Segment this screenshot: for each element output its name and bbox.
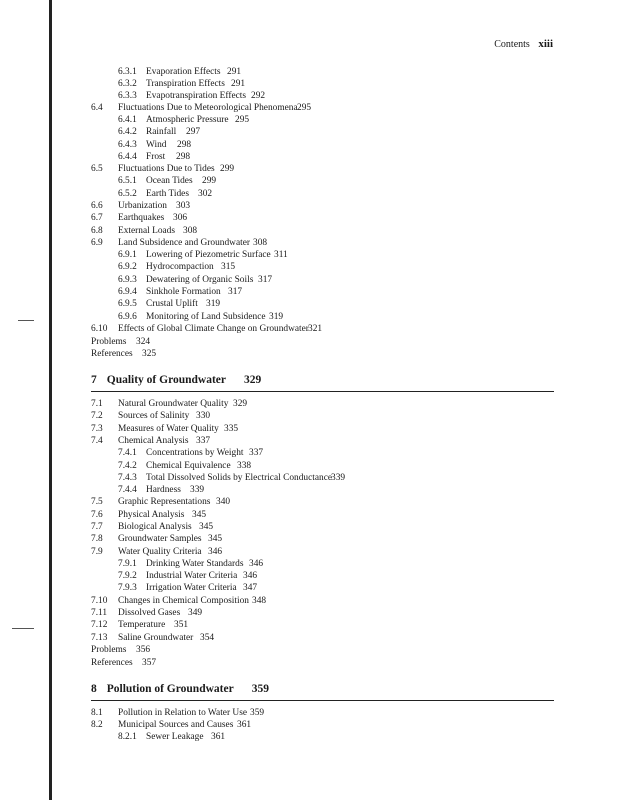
toc-entry-title: Atmospheric Pressure <box>146 115 229 125</box>
toc-entry-number: 7.4 <box>91 436 103 446</box>
toc-entry-page: 321 <box>308 324 323 334</box>
toc-entry-number: 7.4.2 <box>118 461 137 471</box>
toc-entry-title: Irrigation Water Criteria <box>146 583 237 593</box>
toc-entry-number: 7.4.4 <box>118 485 137 495</box>
toc-entry-number: 6.4.4 <box>118 152 137 162</box>
toc-entry-page: 356 <box>136 645 151 655</box>
chapter-page: 329 <box>244 374 262 386</box>
toc-entry-number: 6.3.1 <box>118 67 137 77</box>
toc-entry-page: 317 <box>258 275 273 285</box>
toc-entry-title: Water Quality Criteria <box>118 547 202 557</box>
toc-entry-page: 295 <box>235 115 250 125</box>
toc-entry-title: Total Dissolved Solids by Electrical Conductance <box>146 473 333 483</box>
toc-entry-title: Dissolved Gases <box>118 608 181 618</box>
toc-entry-page: 306 <box>173 213 188 223</box>
toc-entry-title: Urbanization <box>118 201 167 211</box>
toc-entry-page: 359 <box>250 708 265 718</box>
toc-entry-page: 348 <box>252 596 267 606</box>
toc-entry-number: 7.4.3 <box>118 473 137 483</box>
toc-entry-page: 295 <box>297 103 312 113</box>
toc-entry-number: 7.4.1 <box>118 448 137 458</box>
toc-entry-title: Sinkhole Formation <box>146 287 221 297</box>
toc-entry-page: 361 <box>237 720 252 730</box>
toc-entry-number: 6.9.1 <box>118 250 137 260</box>
toc-entry-number: 6.5.1 <box>118 176 137 186</box>
toc-entry-number: 7.9.3 <box>118 583 137 593</box>
toc-entry-number: 6.4 <box>91 103 103 113</box>
toc-entry-page: 325 <box>142 349 157 359</box>
toc-entry-title: Evapotranspiration Effects <box>146 91 247 101</box>
toc-entry-number: 6.4.1 <box>118 115 137 125</box>
toc-entry-title: Saline Groundwater <box>118 633 194 643</box>
toc-entry-page: 345 <box>208 534 223 544</box>
running-header <box>494 38 553 50</box>
toc-entry-title: Ocean Tides <box>146 176 193 186</box>
chapter-heading <box>91 374 554 386</box>
toc-entry-title: Temperature <box>118 620 166 630</box>
scan-artifact <box>12 628 34 629</box>
toc-entry-page: 346 <box>243 571 258 581</box>
toc-entry-page: 337 <box>196 436 211 446</box>
toc-entry-title: Measures of Water Quality <box>118 424 219 434</box>
toc-entry-title: Land Subsidence and Groundwater <box>118 238 250 248</box>
toc-entry-title: Problems <box>91 645 127 655</box>
toc-entry-page: 349 <box>188 608 203 618</box>
toc-entry-title: Drinking Water Standards <box>146 559 244 569</box>
toc-entry-title: Crustal Uplift <box>146 299 198 309</box>
toc-entry-page: 299 <box>220 164 235 174</box>
toc-entry-number: 8.2.1 <box>118 732 137 742</box>
toc-entry-page: 339 <box>331 473 346 483</box>
toc-entry-number: 6.9.5 <box>118 299 137 309</box>
header-label: Contents <box>494 39 530 50</box>
header-page-number: xiii <box>538 38 553 50</box>
toc-entry-title: Lowering of Piezometric Surface <box>146 250 271 260</box>
toc-entry-number: 7.5 <box>91 497 103 507</box>
toc-entry-page: 317 <box>228 287 243 297</box>
toc-entry-title: Industrial Water Criteria <box>146 571 238 581</box>
page-binding-edge <box>49 0 52 800</box>
toc-entry-number: 6.10 <box>91 324 108 334</box>
toc-entry-page: 311 <box>274 250 288 260</box>
toc-entry-title: Frost <box>146 152 166 162</box>
toc-entry-page: 308 <box>183 226 198 236</box>
toc-entry-number: 6.5.2 <box>118 189 137 199</box>
toc-entry-number: 6.3.2 <box>118 79 137 89</box>
toc-entry-number: 7.2 <box>91 411 103 421</box>
toc-entry-number: 7.13 <box>91 633 108 643</box>
toc-entry-title: Physical Analysis <box>118 510 185 520</box>
toc-entry-title: Earthquakes <box>118 213 165 223</box>
toc-entry-page: 338 <box>237 461 252 471</box>
toc-entry-title: Sources of Salinity <box>118 411 190 421</box>
toc-entry-title: Problems <box>91 337 127 347</box>
toc-entry-page: 351 <box>174 620 189 630</box>
toc-entry-number: 7.10 <box>91 596 108 606</box>
toc-entry-title: Earth Tides <box>146 189 189 199</box>
toc-entry-page: 330 <box>196 411 211 421</box>
toc-entry-title: References <box>91 658 133 668</box>
toc-entry-page: 297 <box>186 127 201 137</box>
toc-entry-number: 7.7 <box>91 522 103 532</box>
toc-entry-title: Fluctuations Due to Tides <box>118 164 215 174</box>
toc-entry-title: Chemical Analysis <box>118 436 189 446</box>
toc-entry-title: Pollution in Relation to Water Use <box>118 708 248 718</box>
toc-entry-page: 324 <box>136 337 151 347</box>
toc-entry-title: Fluctuations Due to Meteorological Phenomena <box>118 103 298 113</box>
toc-entry-page: 339 <box>190 485 205 495</box>
toc-entry-page: 299 <box>202 176 217 186</box>
toc-entry-title: Graphic Representations <box>118 497 211 507</box>
toc-entry-number: 6.7 <box>91 213 103 223</box>
toc-entry-title: Changes in Chemical Composition <box>118 596 249 606</box>
toc-entry-title: External Loads <box>118 226 176 236</box>
toc-entry-page: 291 <box>231 79 246 89</box>
toc-entry-page: 357 <box>142 658 157 668</box>
toc-entry-page: 340 <box>216 497 231 507</box>
toc-entry-title: Municipal Sources and Causes <box>118 720 234 730</box>
toc-entry-number: 6.9.6 <box>118 312 137 322</box>
toc-entry-page: 298 <box>177 140 192 150</box>
toc-entry-number: 6.3.3 <box>118 91 137 101</box>
toc-entry-title: Concentrations by Weight <box>146 448 244 458</box>
toc-entry-page: 315 <box>221 262 236 272</box>
toc-entry-title: Effects of Global Climate Change on Groundwater <box>118 324 309 334</box>
toc-entry-number: 6.8 <box>91 226 103 236</box>
toc-entry-number: 7.8 <box>91 534 103 544</box>
toc-entry-title: Biological Analysis <box>118 522 192 532</box>
toc-entry-number: 8.2 <box>91 720 103 730</box>
chapter-rule <box>91 391 554 392</box>
chapter-title: Quality of Groundwater <box>106 374 227 386</box>
toc-entry-page: 308 <box>253 238 268 248</box>
toc-entry-number: 7.11 <box>91 608 108 618</box>
toc-entry-page: 347 <box>243 583 258 593</box>
toc-entry-number: 6.9 <box>91 238 103 248</box>
toc-entry-number: 6.9.2 <box>118 262 137 272</box>
toc-entry-page: 346 <box>249 559 264 569</box>
toc-entry-page: 319 <box>206 299 221 309</box>
scan-artifact <box>18 320 34 321</box>
toc-entry-title: Monitoring of Land Subsidence <box>146 312 266 322</box>
toc-entry-number: 7.1 <box>91 399 103 409</box>
toc-entry-number: 8.1 <box>91 708 103 718</box>
chapter-title: Pollution of Groundwater <box>106 683 234 695</box>
toc-entry-number: 6.4.3 <box>118 140 137 150</box>
toc-entry-page: 291 <box>227 67 242 77</box>
toc-entry-number: 7.6 <box>91 510 103 520</box>
chapter-number: 8 <box>91 683 97 695</box>
chapter-number: 7 <box>91 374 97 386</box>
toc-entry-page: 298 <box>176 152 191 162</box>
toc-entry-number: 6.4.2 <box>118 127 137 137</box>
toc-entry-number: 6.6 <box>91 201 103 211</box>
toc-entry-page: 292 <box>251 91 266 101</box>
toc-entry-page: 303 <box>176 201 191 211</box>
toc-entry-title: References <box>91 349 133 359</box>
toc-entry-title: Groundwater Samples <box>118 534 202 544</box>
toc-entry-number: 7.3 <box>91 424 103 434</box>
toc-entry-page: 329 <box>233 399 248 409</box>
chapter-page: 359 <box>251 683 269 695</box>
toc-entry-number: 7.9.1 <box>118 559 137 569</box>
toc-entry-title: Natural Groundwater Quality <box>118 399 229 409</box>
toc-entry-title: Evaporation Effects <box>146 67 221 77</box>
toc-entry-page: 319 <box>269 312 284 322</box>
toc-entry-title: Hydrocompaction <box>146 262 214 272</box>
toc-entry-page: 335 <box>224 424 239 434</box>
toc-entry-number: 7.12 <box>91 620 108 630</box>
toc-entry-number: 6.9.4 <box>118 287 137 297</box>
toc-entry-title: Hardness <box>146 485 181 495</box>
toc-entry-title: Sewer Leakage <box>146 732 204 742</box>
toc-entry-page: 354 <box>200 633 215 643</box>
toc-entry-page: 302 <box>198 189 213 199</box>
chapter-rule <box>91 700 554 701</box>
toc-entry-page: 337 <box>249 448 264 458</box>
toc-entry-number: 7.9.2 <box>118 571 137 581</box>
toc-entry-number: 7.9 <box>91 547 103 557</box>
toc-entry-title: Transpiration Effects <box>146 79 225 89</box>
chapter-heading <box>91 683 554 695</box>
toc-entry-number: 6.5 <box>91 164 103 174</box>
toc-entry-title: Dewatering of Organic Soils <box>146 275 254 285</box>
toc-entry-page: 345 <box>192 510 207 520</box>
toc-entry-page: 345 <box>199 522 214 532</box>
toc-entry-page: 361 <box>211 732 226 742</box>
toc-entry-title: Wind <box>146 140 167 150</box>
toc-entry-page: 346 <box>208 547 223 557</box>
toc-entry-title: Rainfall <box>146 127 177 137</box>
toc-entry-number: 6.9.3 <box>118 275 137 285</box>
toc-entry-title: Chemical Equivalence <box>146 461 231 471</box>
